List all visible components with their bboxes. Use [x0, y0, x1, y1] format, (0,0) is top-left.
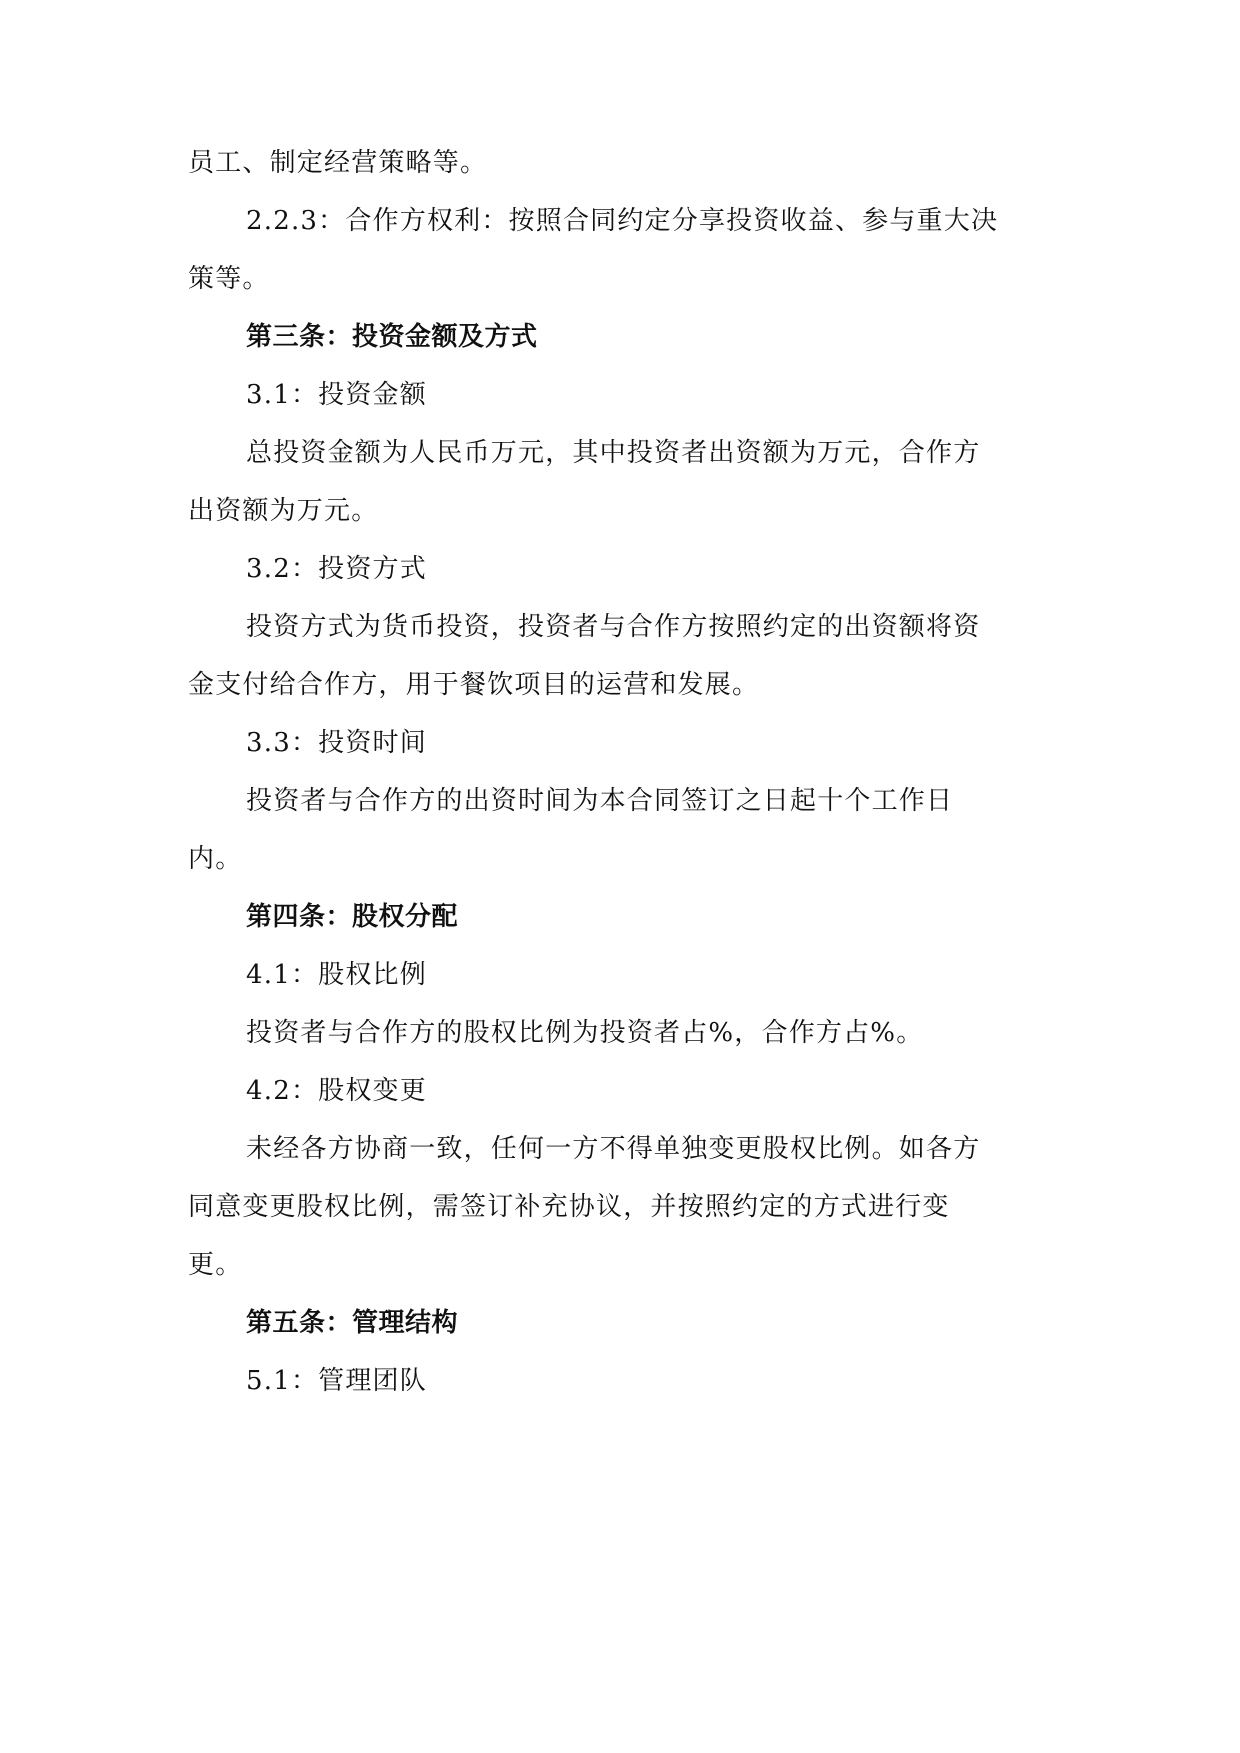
- clause-3-1-body-continuation: 出资额为万元。: [188, 496, 379, 526]
- clause-3-2-heading: 3.2：投资方式: [246, 554, 427, 584]
- clause-4-1-heading: 4.1：股权比例: [246, 960, 427, 990]
- clause-2-2-3-continuation: 策等。: [188, 264, 270, 294]
- clause-3-1-body: 总投资金额为人民币万元，其中投资者出资额为万元，合作方: [246, 438, 981, 468]
- clause-4-2-body: 未经各方协商一致，任何一方不得单独变更股权比例。如各方: [246, 1134, 981, 1164]
- clause-5-1-heading: 5.1：管理团队: [246, 1366, 427, 1396]
- clause-4-2-heading: 4.2：股权变更: [246, 1076, 427, 1106]
- article-3-heading: 第三条：投资金额及方式: [246, 322, 538, 352]
- article-5-heading: 第五条：管理结构: [246, 1308, 459, 1338]
- clause-3-3-body-continuation: 内。: [188, 844, 243, 874]
- clause-3-1-heading: 3.1：投资金额: [246, 380, 427, 410]
- clause-4-2-body-continuation-1: 同意变更股权比例，需签订补充协议，并按照约定的方式进行变: [188, 1192, 950, 1222]
- clause-3-3-heading: 3.3：投资时间: [246, 728, 427, 758]
- paragraph-continuation-employees: 员工、制定经营策略等。: [188, 148, 488, 178]
- clause-3-2-body: 投资方式为货币投资，投资者与合作方按照约定的出资额将资: [246, 612, 981, 642]
- article-4-heading: 第四条：股权分配: [246, 902, 459, 932]
- clause-2-2-3: 2.2.3：合作方权利：按照合同约定分享投资收益、参与重大决: [246, 206, 999, 236]
- clause-4-2-body-continuation-2: 更。: [188, 1250, 243, 1280]
- clause-3-2-body-continuation: 金支付给合作方，用于餐饮项目的运营和发展。: [188, 670, 760, 700]
- clause-4-1-body: 投资者与合作方的股权比例为投资者占%，合作方占%。: [246, 1018, 924, 1048]
- clause-3-3-body: 投资者与合作方的出资时间为本合同签订之日起十个工作日: [246, 786, 954, 816]
